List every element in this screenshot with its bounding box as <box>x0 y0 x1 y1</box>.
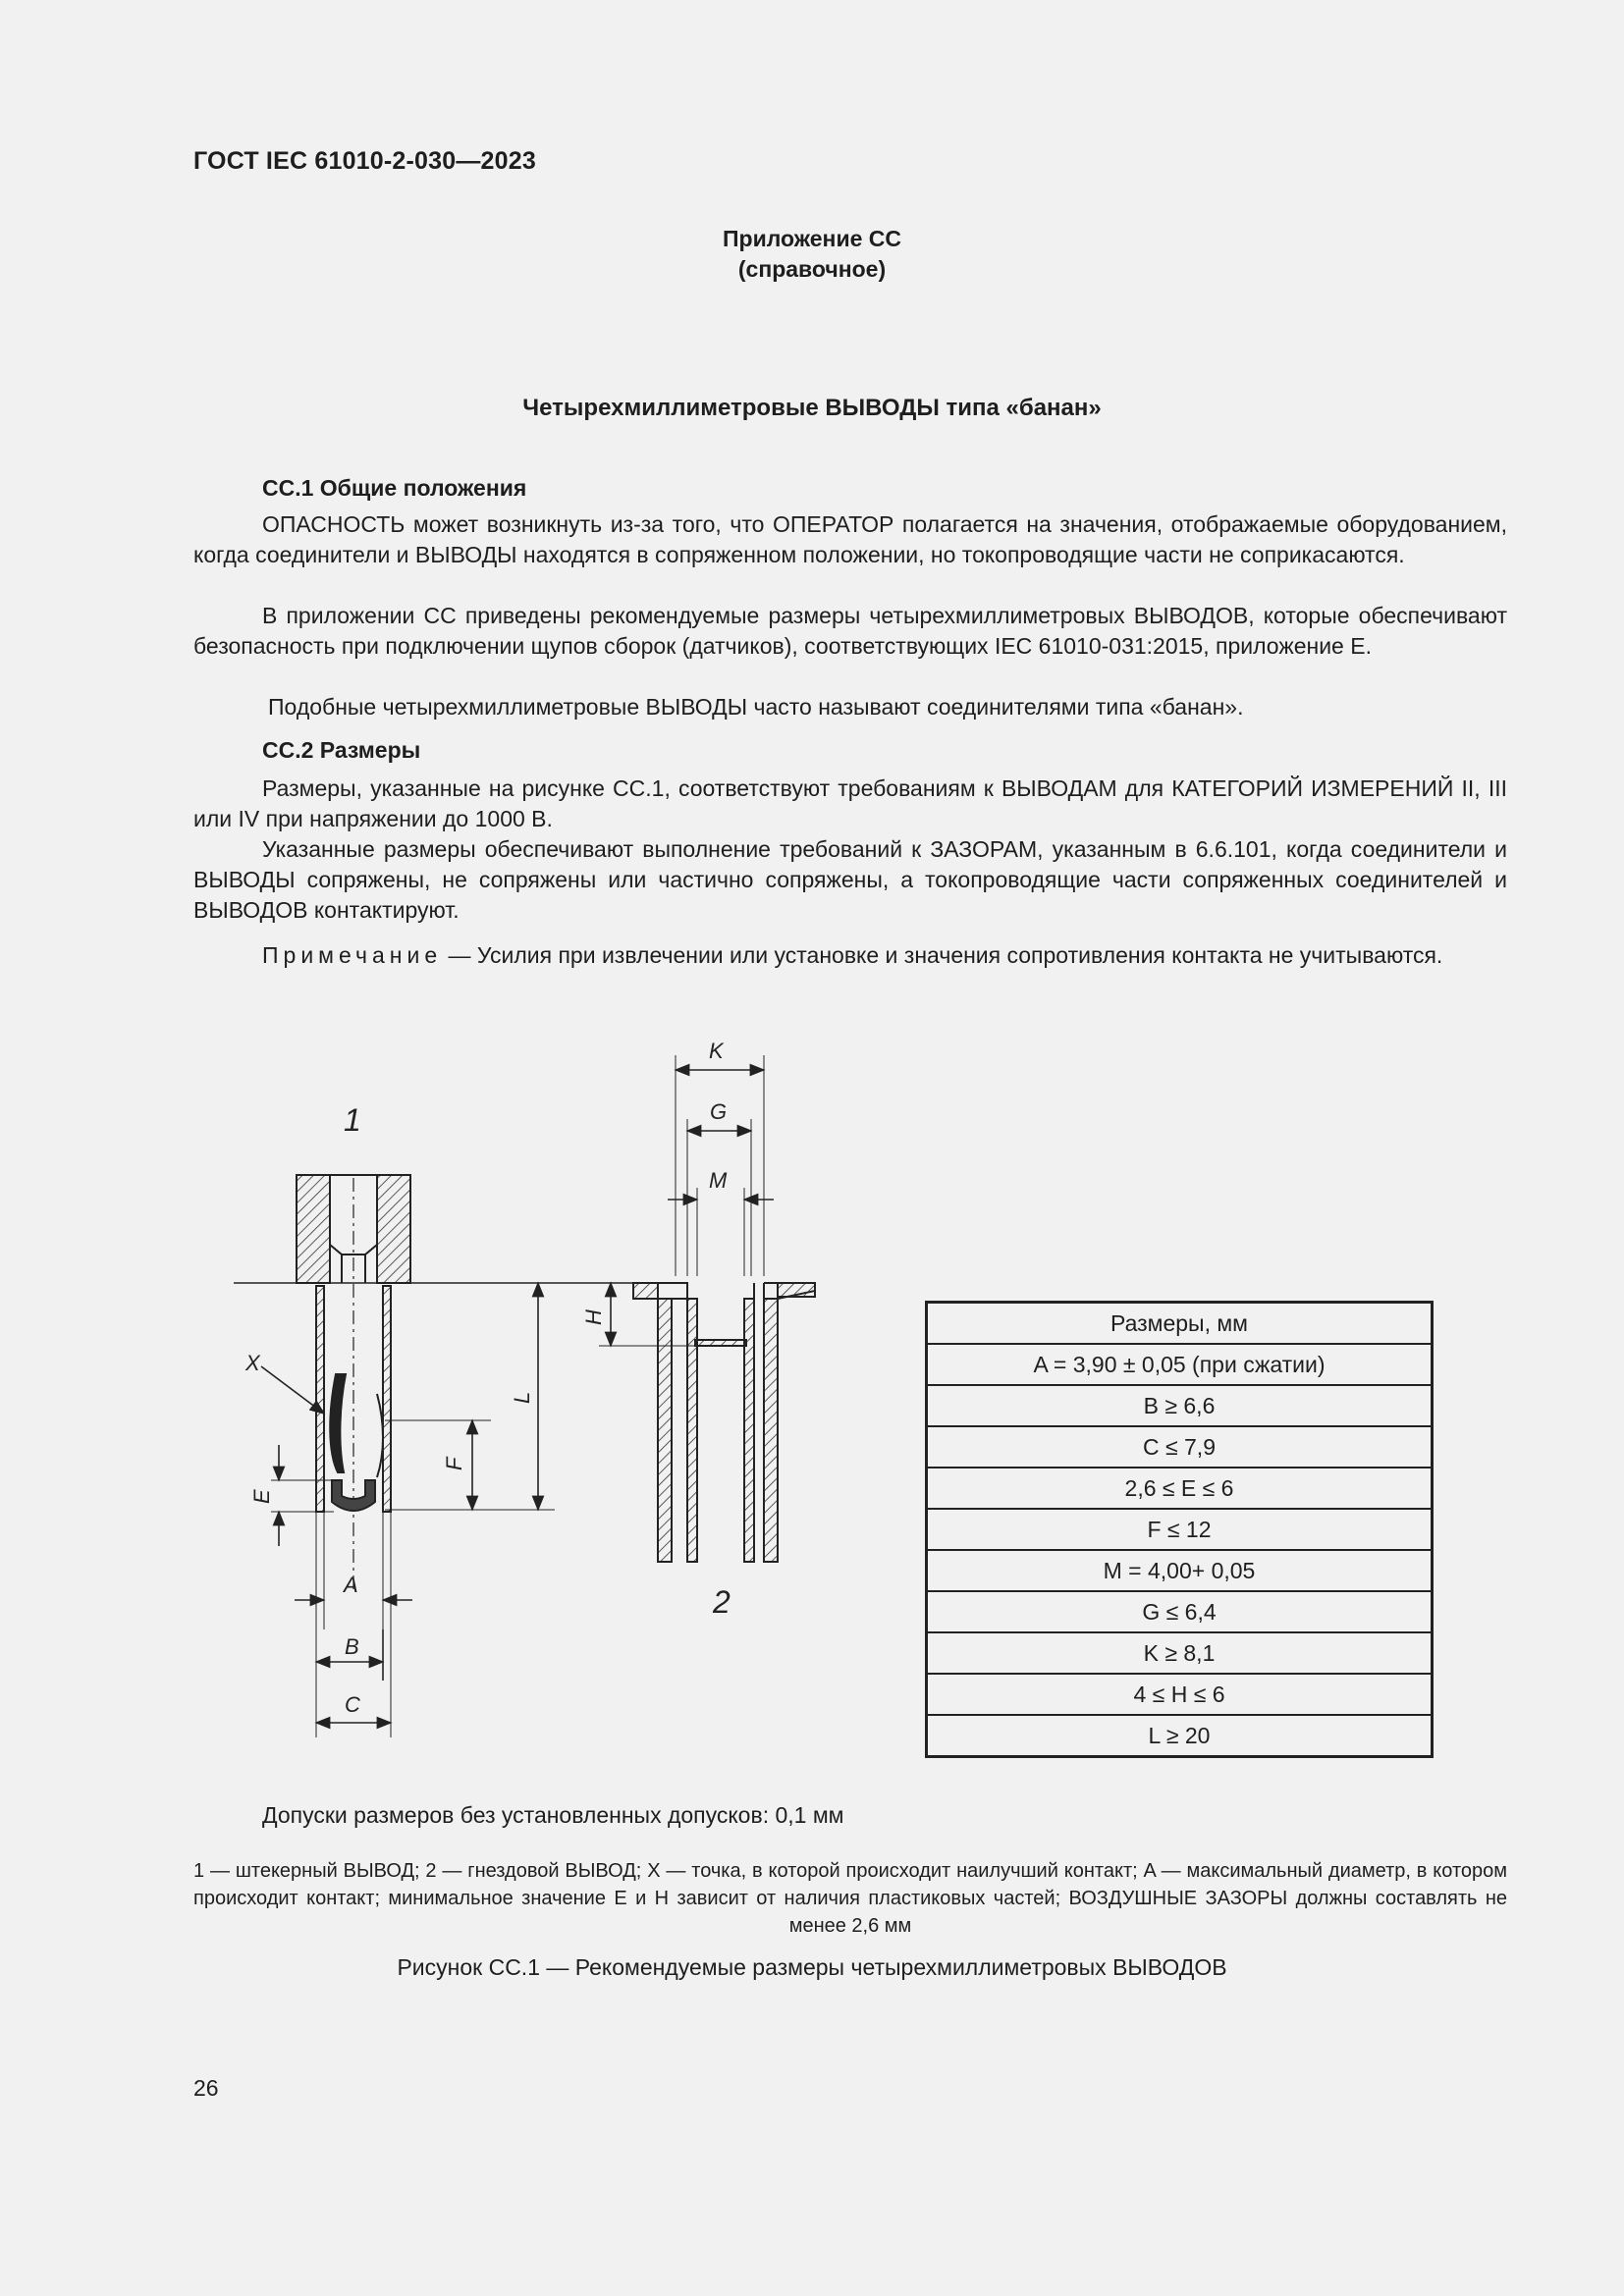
dim-label-m: M <box>709 1168 728 1193</box>
dim-label-c: C <box>345 1692 360 1717</box>
annex-title: Приложение СС <box>722 226 901 251</box>
section-heading-cc1: СС.1 Общие положения <box>262 475 527 501</box>
document-title: Четырехмиллиметровые ВЫВОДЫ типа «банан» <box>522 395 1102 421</box>
note <box>193 940 1507 971</box>
note-label: Примечание <box>262 942 443 968</box>
socket-terminal <box>633 1283 815 1562</box>
plug-label: 1 <box>344 1102 361 1138</box>
dim-label-b: B <box>345 1634 359 1659</box>
table-row: A = 3,90 ± 0,05 (при сжатии) <box>927 1344 1433 1385</box>
dim-label-k: K <box>709 1039 724 1063</box>
dim-label-x: X <box>245 1351 260 1375</box>
note-text: — Усилия при извлечении или установке и значения сопротивления контакта не учитываются. <box>442 942 1443 968</box>
table-row: L ≥ 20 <box>927 1715 1433 1757</box>
table-row: 2,6 ≤ E ≤ 6 <box>927 1468 1433 1509</box>
paragraph-dimensions-requirements: Размеры, указанные на рисунке СС.1, соответствуют требованиям к ВЫВОДАМ для КАТЕГОРИЙ ИЗМЕРЕНИЙ II, III или IV при напряжении до 1000 В. <box>193 775 1507 831</box>
table-row: M = 4,00+ 0,05 <box>927 1550 1433 1591</box>
dim-label-l: L <box>510 1391 534 1404</box>
table-row: F ≤ 12 <box>927 1509 1433 1550</box>
paragraph-annex-purpose: В приложении СС приведены рекомендуемые размеры четырехмиллиметровых ВЫВОДОВ, которые обеспечивают безопасность при подключении щупов сборок (датчиков), соответствующих IEC 61010-031:2015, приложение E. <box>193 603 1507 659</box>
plug-dimensions <box>261 1283 555 1723</box>
table-header: Размеры, мм <box>927 1303 1433 1345</box>
dim-label-f: F <box>442 1457 466 1470</box>
terminal-drawing <box>226 1031 835 1737</box>
dim-label-e: E <box>249 1489 274 1504</box>
socket-label: 2 <box>713 1584 731 1620</box>
annex-heading <box>0 224 1624 285</box>
dim-label-g: G <box>710 1099 728 1124</box>
tolerance-note: Допуски размеров без установленных допусков: 0,1 мм <box>262 1802 844 1828</box>
dim-label-h: H <box>581 1309 606 1325</box>
table-row: B ≥ 6,6 <box>927 1385 1433 1426</box>
table-row: G ≤ 6,4 <box>927 1591 1433 1632</box>
standard-header: ГОСТ IEC 61010-2-030—2023 <box>193 147 536 175</box>
paragraph-clearances: Указанные размеры обеспечивают выполнение требований к ЗАЗОРАМ, указанным в 6.6.101, когда соединители и ВЫВОДЫ сопряжены, не сопряжены или частично сопряжены, а токопроводящие части сопряженных соединителей и ВЫВОДОВ контактируют. <box>193 836 1507 923</box>
figure-caption: Рисунок СС.1 — Рекомендуемые размеры четырехмиллиметровых ВЫВОДОВ <box>397 1954 1227 1980</box>
table-row: K ≥ 8,1 <box>927 1632 1433 1674</box>
dim-label-a: A <box>344 1573 358 1597</box>
section-heading-cc2: СС.2 Размеры <box>262 737 421 763</box>
annex-type: (справочное) <box>737 256 887 282</box>
table-row: 4 ≤ H ≤ 6 <box>927 1674 1433 1715</box>
page-number: 26 <box>193 2075 219 2101</box>
paragraph-danger: ОПАСНОСТЬ может возникнуть из-за того, что ОПЕРАТОР полагается на значения, отображаемые оборудованием, когда соединители и ВЫВОДЫ находятся в сопряженном положении, но токопроводящие части не соприкасаются. <box>193 511 1507 567</box>
paragraph-banana-name: Подобные четырехмиллиметровые ВЫВОДЫ часто называют соединителями типа «банан». <box>268 694 1244 720</box>
dimensions-table <box>925 1301 1434 1758</box>
figure-legend: 1 — штекерный ВЫВОД; 2 — гнездовой ВЫВОД; X — точка, в которой происходит наилучший контакт; A — максимальный диаметр, в котором происходит контакт; минимальное значение E и H зависит от наличия пластиковых частей; ВОЗДУШНЫЕ ЗАЗОРЫ должны составлять не менее 2,6 мм <box>193 1860 1507 1937</box>
table-row: C ≤ 7,9 <box>927 1426 1433 1468</box>
